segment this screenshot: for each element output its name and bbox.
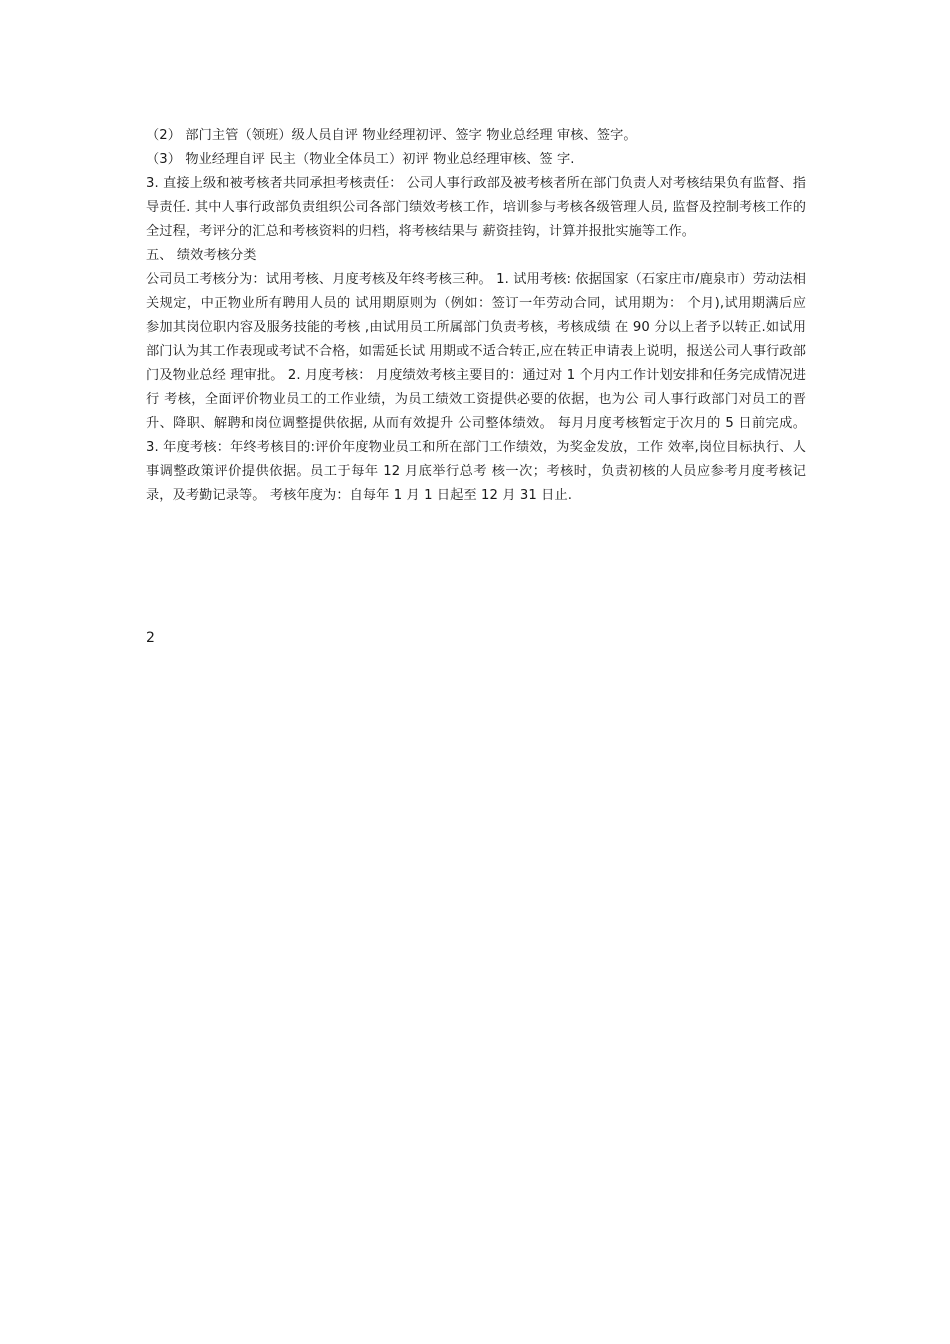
paragraph-assessment-types: 公司员工考核分为：试用考核、月度考核及年终考核三种。 1. 试用考核: 依据国家（石家庄市/鹿泉市）劳动法相关规定，中正物业所有聘用人员的 试用期原则为（例如：签订一年劳动合同，试用期为： 个月),试用期满后应 参加其岗位职内容及服务技能的考核 ,由试用员工所属部门负责考核，考核成绩 在 90 分以上者予以转正.如试用部门认为其工作表现或考试不合格，如需延长试 用期或不适合转正,应在转正申请表上说明，报送公司人事行政部门及物业总经 理审批。 2. 月度考核： 月度绩效考核主要目的：通过对 1 个月内工作计划安排和任务完成情况进行 考核，全面评价物业员工的工作业绩，为员工绩效工资提供必要的依据，也为公 司人事行政部门对员工的晋升、降职、解聘和岗位调整提供依据, 从而有效提升 公司整体绩效。 每月月度考核暂定于次月的 5 日前完成。 3. 年度考核：年终考核目的:评价年度物业员工和所在部门工作绩效，为奖金发放，工作 效率,岗位目标执行、人事调整政策评价提供依据。员工于每年 12 月底举行总考 核一次；考核时，负责初核的人员应参考月度考核记录，及考勤记录等。 考核年度为：自每年 1 月 1 日起至 12 月 31 日止. xyxy=(146,272,806,503)
section-heading-performance-classification: 五、 绩效考核分类 xyxy=(146,248,257,263)
page-number: 2 xyxy=(146,630,155,646)
paragraph-review-item-2: （2） 部门主管（领班）级人员自评 物业经理初评、签字 物业总经理 审核、签字。 xyxy=(146,128,637,143)
paragraph-assessment-responsibility: 3. 直接上级和被考核者共同承担考核责任： 公司人事行政部及被考核者所在部门负责人对考核结果负有监督、指导责任. 其中人事行政部负责组织公司各部门绩效考核工作，培训参与考核各级管理人员, 监督及控制考核工作的全过程，考评分的汇总和考核资料的归档，将考核结果与 薪资挂钩，计算并报批实施等工作。 xyxy=(146,176,806,239)
document-body xyxy=(146,124,806,508)
paragraph-review-item-3: （3） 物业经理自评 民主（物业全体员工）初评 物业总经理审核、签 字. xyxy=(146,152,575,167)
